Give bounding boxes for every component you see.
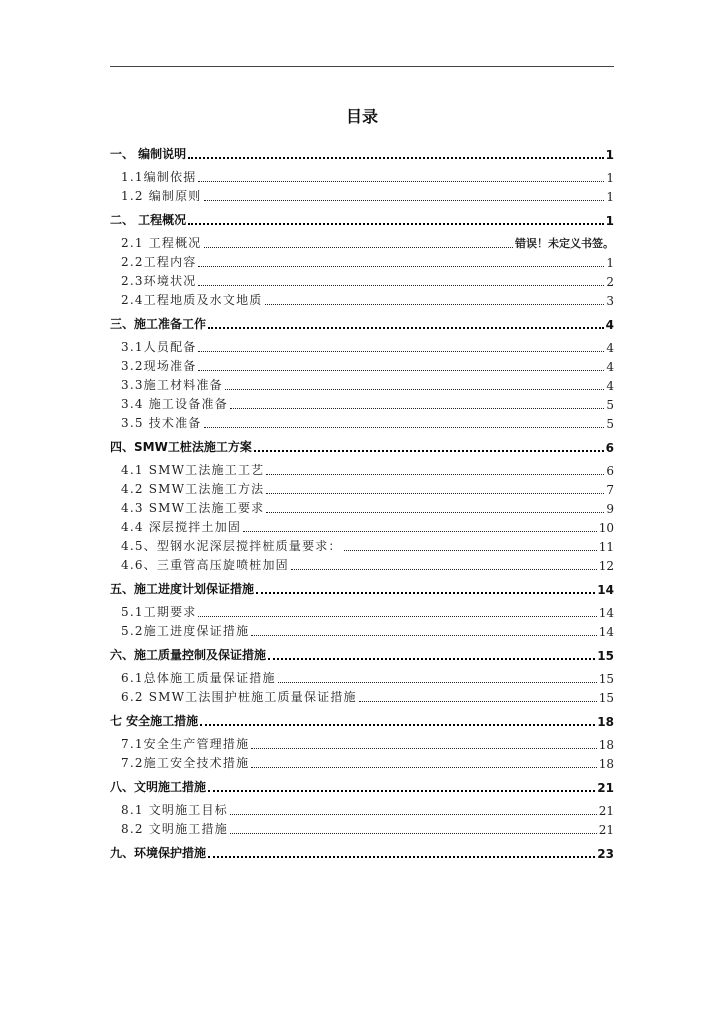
toc-section-entry[interactable] bbox=[110, 799, 614, 818]
toc-entry-text: 4.1 SMW工法施工工艺 bbox=[121, 463, 265, 477]
toc-entry-text: 7.1安全生产管理措施 bbox=[121, 737, 250, 751]
toc-entry-text: 3.4 施工设备准备 bbox=[121, 397, 228, 411]
dot-leader bbox=[359, 699, 597, 702]
toc-page-number: 21 bbox=[597, 781, 614, 795]
toc-page-number: 1 bbox=[605, 214, 614, 228]
toc-page-number: 14 bbox=[598, 625, 614, 639]
dot-leader bbox=[204, 425, 605, 428]
toc-entry-text: 3.3施工材料准备 bbox=[121, 378, 223, 392]
toc-page-number: 4 bbox=[605, 318, 614, 332]
toc-entry-text: 1.2 编制原则 bbox=[121, 189, 202, 203]
toc-entry-text: 4.4 深层搅拌土加固 bbox=[121, 520, 242, 534]
toc-entry-text: 3.5 技术准备 bbox=[121, 416, 202, 430]
toc-entry-text: 四、SMW工桩法施工方案 bbox=[110, 440, 252, 454]
dot-leader bbox=[208, 854, 595, 858]
dot-leader bbox=[266, 472, 604, 475]
toc-page-number: 7 bbox=[606, 483, 614, 497]
toc-entry-text: 8.1 文明施工目标 bbox=[121, 803, 228, 817]
dot-leader bbox=[243, 529, 597, 532]
dot-leader bbox=[230, 812, 597, 815]
dot-leader bbox=[200, 722, 595, 726]
toc-section-entry[interactable] bbox=[110, 393, 614, 412]
dot-leader bbox=[251, 633, 596, 636]
toc-entry-text: 4.3 SMW工法施工要求 bbox=[121, 501, 265, 515]
toc-section-entry[interactable] bbox=[110, 459, 614, 478]
toc-page-number: 15 bbox=[597, 649, 614, 663]
toc-chapter-entry[interactable] bbox=[110, 840, 614, 861]
dot-leader bbox=[266, 491, 604, 494]
dot-leader bbox=[230, 831, 597, 834]
toc-entry-text: 3.1人员配备 bbox=[121, 340, 197, 354]
toc-section-entry[interactable] bbox=[110, 535, 614, 554]
toc-page-number: 21 bbox=[598, 823, 614, 837]
toc-page-number: 18 bbox=[598, 757, 614, 771]
toc-entry-text: 七 安全施工措施 bbox=[110, 714, 199, 728]
toc-section-entry[interactable] bbox=[110, 554, 614, 573]
toc-page-number: 15 bbox=[598, 672, 614, 686]
dot-leader bbox=[188, 221, 603, 225]
toc-page-number: 1 bbox=[606, 190, 614, 204]
page-title: 目录 bbox=[345, 107, 378, 126]
dot-leader bbox=[251, 746, 596, 749]
toc-entry-text: 8.2 文明施工措施 bbox=[121, 822, 228, 836]
toc-section-entry[interactable] bbox=[110, 620, 614, 639]
toc-chapter-entry[interactable] bbox=[110, 311, 614, 332]
toc-page-number: 11 bbox=[598, 540, 614, 554]
toc-page-number: 1 bbox=[606, 256, 614, 270]
toc-chapter-entry[interactable] bbox=[110, 434, 614, 455]
toc-section-entry[interactable] bbox=[110, 686, 614, 705]
dot-leader bbox=[198, 349, 604, 352]
toc-page-number: 12 bbox=[598, 559, 614, 573]
dot-leader bbox=[225, 387, 604, 390]
dot-leader bbox=[208, 788, 595, 792]
dot-leader bbox=[268, 656, 595, 660]
toc-section-entry[interactable] bbox=[110, 516, 614, 535]
dot-leader bbox=[254, 448, 604, 452]
toc-entry-text: 九、环境保护措施 bbox=[110, 846, 207, 860]
toc-page-number: 18 bbox=[597, 715, 614, 729]
toc-page-number: 2 bbox=[606, 275, 614, 289]
toc-page-number: 4 bbox=[606, 360, 614, 374]
toc-section-entry[interactable] bbox=[110, 251, 614, 270]
dot-leader bbox=[208, 325, 604, 329]
dot-leader bbox=[198, 368, 604, 371]
toc-section-entry[interactable] bbox=[110, 355, 614, 374]
toc-section-entry[interactable] bbox=[110, 232, 614, 251]
toc-entry-text: 4.6、三重管高压旋喷桩加固 bbox=[121, 558, 289, 572]
toc-page-number: 5 bbox=[606, 398, 614, 412]
toc-section-entry[interactable] bbox=[110, 733, 614, 752]
toc-page-number: 1 bbox=[606, 171, 614, 185]
toc-entry-text: 3.2现场准备 bbox=[121, 359, 197, 373]
toc-section-entry[interactable] bbox=[110, 752, 614, 771]
dot-leader bbox=[198, 283, 604, 286]
dot-leader bbox=[278, 680, 597, 683]
dot-leader bbox=[198, 264, 604, 267]
toc-entry-text: 2.2工程内容 bbox=[121, 255, 197, 269]
toc-page-number: 3 bbox=[606, 294, 614, 308]
toc-section-entry[interactable] bbox=[110, 289, 614, 308]
dot-leader bbox=[291, 567, 597, 570]
dot-leader bbox=[198, 614, 596, 617]
toc-entry-text: 八、文明施工措施 bbox=[110, 780, 207, 794]
dot-leader bbox=[198, 179, 604, 182]
dot-leader bbox=[265, 302, 605, 305]
toc-page-number: 9 bbox=[606, 502, 614, 516]
dot-leader bbox=[204, 198, 605, 201]
toc-page-number: 1 bbox=[605, 148, 614, 162]
toc-section-entry[interactable] bbox=[110, 336, 614, 355]
toc-entry-text: 2.3环境状况 bbox=[121, 274, 197, 288]
toc-page-number: 14 bbox=[598, 606, 614, 620]
toc-chapter-entry[interactable] bbox=[110, 708, 614, 729]
toc-section-entry[interactable] bbox=[110, 185, 614, 204]
table-of-contents bbox=[110, 141, 614, 865]
toc-section-entry[interactable] bbox=[110, 818, 614, 837]
toc-page-number: 6 bbox=[605, 441, 614, 455]
toc-entry-text: 5.1工期要求 bbox=[121, 605, 197, 619]
toc-section-entry[interactable] bbox=[110, 667, 614, 686]
toc-page-number: 21 bbox=[598, 804, 614, 818]
dot-leader bbox=[256, 590, 595, 594]
toc-page-number: 15 bbox=[598, 691, 614, 705]
toc-page-number: 错误！未定义书签。 bbox=[515, 237, 614, 250]
toc-chapter-entry[interactable] bbox=[110, 207, 614, 228]
toc-page-number: 18 bbox=[598, 738, 614, 752]
toc-section-entry[interactable] bbox=[110, 270, 614, 289]
dot-leader bbox=[251, 765, 596, 768]
toc-entry-text: 五、施工进度计划保证措施 bbox=[110, 582, 255, 596]
header-rule bbox=[110, 66, 614, 67]
toc-section-entry[interactable] bbox=[110, 478, 614, 497]
toc-section-entry[interactable] bbox=[110, 374, 614, 393]
dot-leader bbox=[188, 155, 603, 159]
dot-leader bbox=[204, 245, 514, 248]
toc-page-number: 4 bbox=[606, 379, 614, 393]
dot-leader bbox=[230, 406, 604, 409]
toc-entry-text: 2.4工程地质及水文地质 bbox=[121, 293, 263, 307]
toc-entry-text: 6.2 SMW工法围护桩施工质量保证措施 bbox=[121, 690, 357, 704]
toc-chapter-entry[interactable] bbox=[110, 774, 614, 795]
toc-page-number: 14 bbox=[597, 583, 614, 597]
dot-leader bbox=[344, 548, 597, 551]
toc-page-number: 6 bbox=[606, 464, 614, 478]
toc-entry-text: 6.1总体施工质量保证措施 bbox=[121, 671, 276, 685]
toc-page-number: 10 bbox=[598, 521, 614, 535]
dot-leader bbox=[266, 510, 604, 513]
toc-entry-text: 一、 编制说明 bbox=[110, 147, 187, 161]
toc-entry-text: 5.2施工进度保证措施 bbox=[121, 624, 250, 638]
toc-entry-text: 4.2 SMW工法施工方法 bbox=[121, 482, 265, 496]
toc-chapter-entry[interactable] bbox=[110, 576, 614, 597]
toc-entry-text: 六、施工质量控制及保证措施 bbox=[110, 648, 267, 662]
toc-entry-text: 1.1编制依据 bbox=[121, 170, 197, 184]
toc-entry-text: 三、施工准备工作 bbox=[110, 317, 207, 331]
toc-chapter-entry[interactable] bbox=[110, 642, 614, 663]
toc-entry-text: 4.5、型钢水泥深层搅拌桩质量要求： bbox=[121, 539, 342, 553]
toc-page-number: 23 bbox=[597, 847, 614, 861]
toc-entry-text: 7.2施工安全技术措施 bbox=[121, 756, 250, 770]
toc-entry-text: 二、 工程概况 bbox=[110, 213, 187, 227]
toc-section-entry[interactable] bbox=[110, 166, 614, 185]
toc-page-number: 5 bbox=[606, 417, 614, 431]
toc-section-entry[interactable] bbox=[110, 601, 614, 620]
toc-entry-text: 2.1 工程概况 bbox=[121, 236, 202, 250]
toc-chapter-entry[interactable] bbox=[110, 141, 614, 162]
toc-section-entry[interactable] bbox=[110, 497, 614, 516]
toc-section-entry[interactable] bbox=[110, 412, 614, 431]
toc-page-number: 4 bbox=[606, 341, 614, 355]
